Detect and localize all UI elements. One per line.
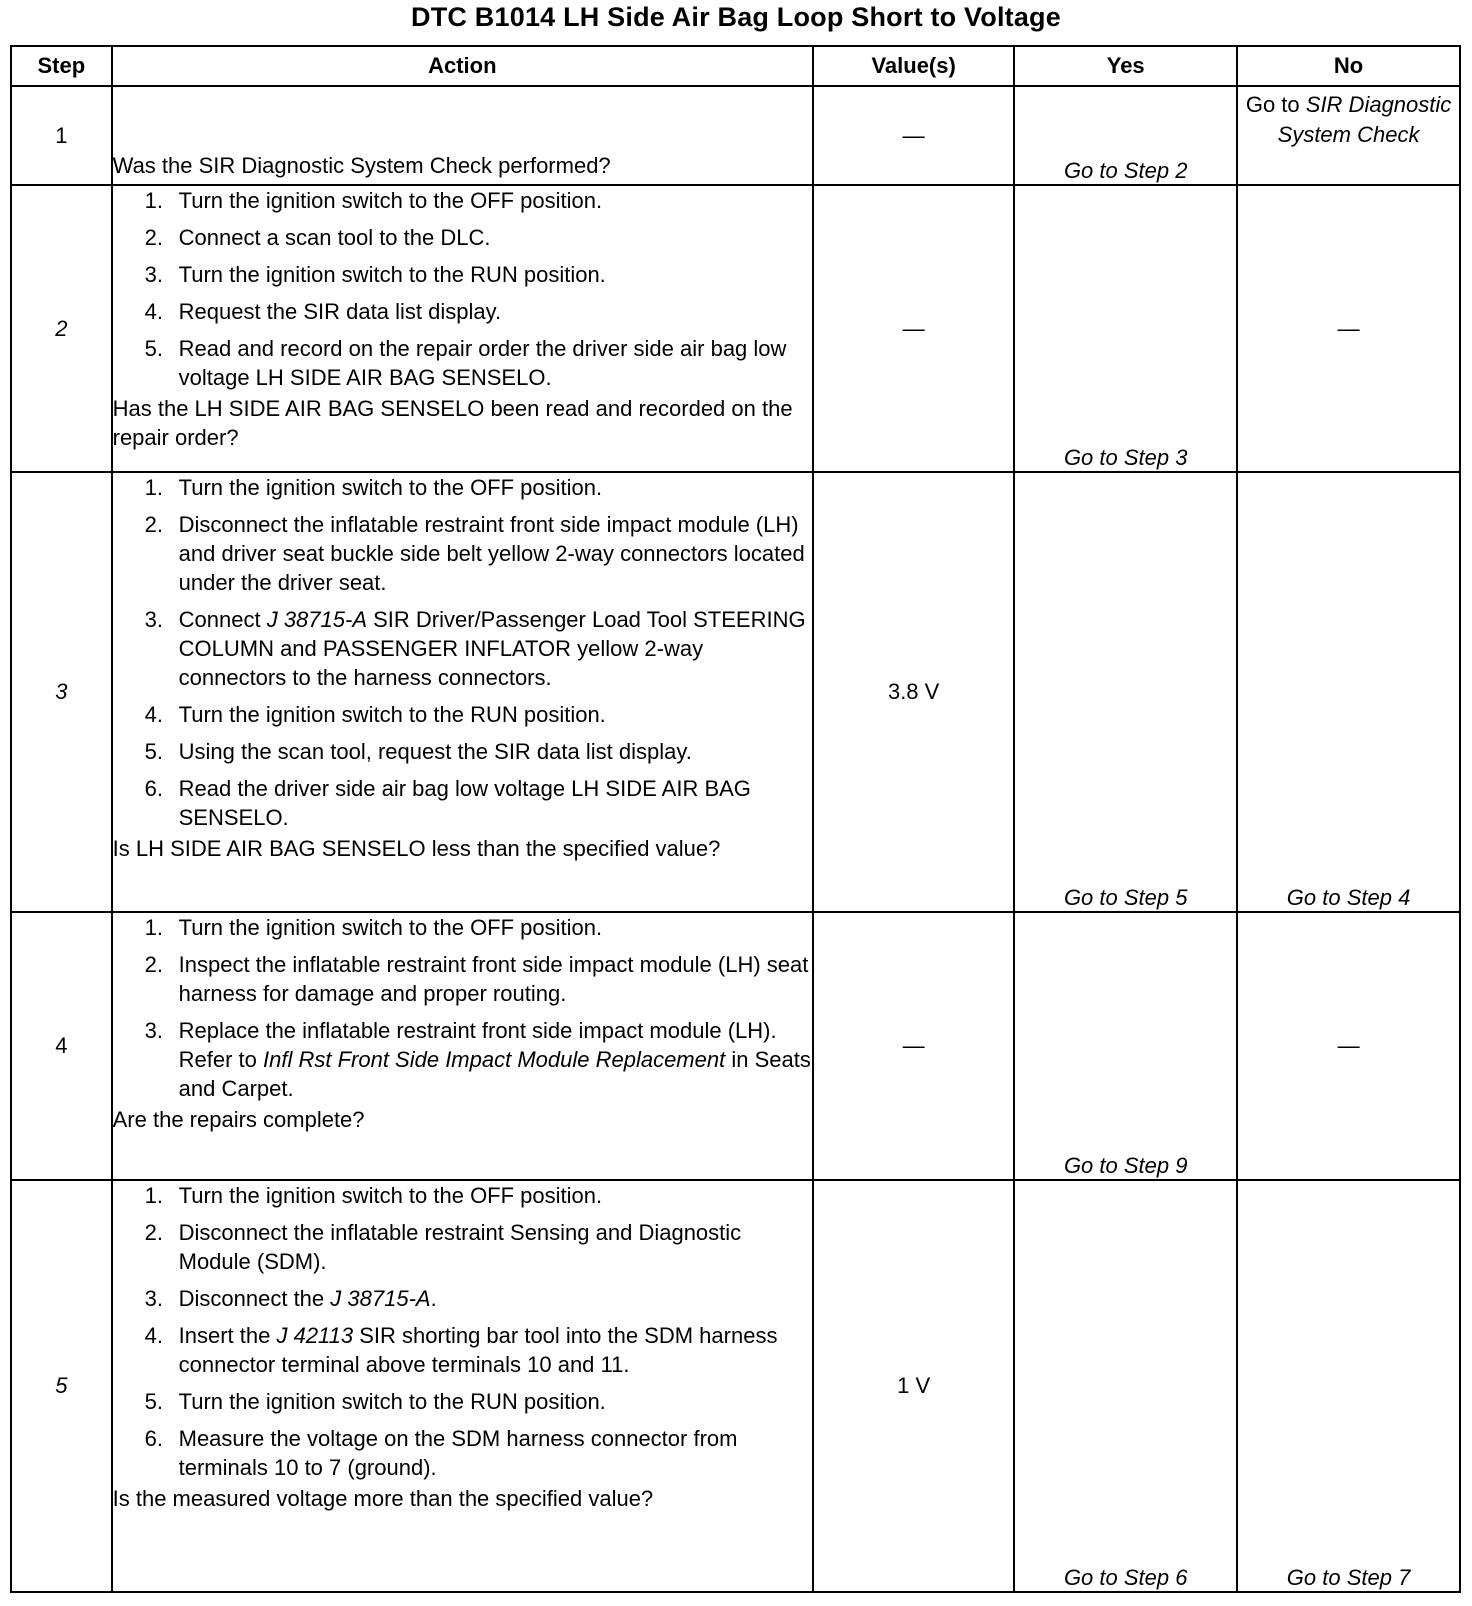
action-item: 1. Turn the ignition switch to the OFF position. [144,915,603,940]
value-cell: — [813,86,1014,185]
no-link[interactable]: SIR Diagnostic System Check [1277,92,1452,147]
action-cell [112,912,813,1180]
action-item: 1. Turn the ignition switch to the OFF position. [144,475,603,500]
no-cell[interactable]: Go to Step 7 [1237,1180,1460,1592]
header-yes: Yes [1014,46,1237,86]
action-question: Was the SIR Diagnostic System Check performed? [112,153,611,178]
no-cell: — [1237,185,1460,472]
action-question: Is the measured voltage more than the specified value? [112,1486,654,1511]
action-cell [112,185,813,472]
action-item: 5. Using the scan tool, request the SIR data list display. [144,739,692,764]
value-cell: — [813,912,1014,1180]
value-cell: 1 V [813,1180,1014,1592]
action-cell [112,1180,813,1592]
header-step: Step [11,46,112,86]
action-item: 3. Disconnect the J 38715-A. [144,1286,437,1311]
action-item: 3. Connect J 38715-A SIR Driver/Passenger Load Tool STEERING COLUMN and PASSENGER INFLATOR yellow 2-way connectors to the harness connectors. [144,607,806,690]
action-item: 6. Measure the voltage on the SDM harness connector from terminals 10 to 7 (ground). [144,1426,738,1480]
action-item: 3. Turn the ignition switch to the RUN position. [144,262,606,287]
diagnostic-table [10,45,1461,1593]
action-question: Are the repairs complete? [112,1107,365,1132]
action-item: 3. Replace the inflatable restraint front side impact module (LH). Refer to Infl Rst Front Side Impact Module Replacement in Seats and Carpet. [144,1018,811,1101]
page-title: DTC B1014 LH Side Air Bag Loop Short to Voltage [411,2,1061,32]
action-item: 4. Insert the J 42113 SIR shorting bar tool into the SDM harness connector terminal above terminals 10 and 11. [144,1323,778,1377]
table-row [11,472,1460,912]
yes-cell[interactable]: Go to Step 6 [1014,1180,1237,1592]
table-row [11,1180,1460,1592]
action-item: 4. Turn the ignition switch to the RUN position. [144,702,606,727]
action-question: Is LH SIDE AIR BAG SENSELO less than the specified value? [112,836,721,861]
yes-cell[interactable]: Go to Step 2 [1014,86,1237,185]
yes-cell[interactable]: Go to Step 9 [1014,912,1237,1180]
yes-cell[interactable]: Go to Step 3 [1014,185,1237,472]
header-no: No [1237,46,1460,86]
action-item: 5. Turn the ignition switch to the RUN position. [144,1389,606,1414]
value-cell: 3.8 V [813,472,1014,912]
action-item: 5. Read and record on the repair order the driver side air bag low voltage LH SIDE AIR BAG SENSELO. [144,336,787,390]
action-question: Has the LH SIDE AIR BAG SENSELO been read and recorded on the repair order? [112,396,793,450]
action-item: 1. Turn the ignition switch to the OFF position. [144,188,603,213]
table-row [11,912,1460,1180]
step-number: 2 [11,185,112,472]
value-cell: — [813,185,1014,472]
step-number: 3 [11,472,112,912]
action-cell [112,472,813,912]
header-action: Action [112,46,813,86]
step-number: 4 [11,912,112,1180]
action-item: 2. Inspect the inflatable restraint front side impact module (LH) seat harness for damage and proper routing. [144,952,809,1006]
action-item: 4. Request the SIR data list display. [144,299,502,324]
action-item: 6. Read the driver side air bag low voltage LH SIDE AIR BAG SENSELO. [144,776,751,830]
action-item: 2. Connect a scan tool to the DLC. [144,225,491,250]
step-number: 1 [11,86,112,185]
header-row [11,46,1460,86]
step-number: 5 [11,1180,112,1592]
table-row [11,185,1460,472]
action-item: 2. Disconnect the inflatable restraint front side impact module (LH) and driver seat buckle side belt yellow 2-way connectors located under the driver seat. [144,512,805,595]
no-cell[interactable] [1237,86,1460,185]
no-prefix: Go to [1245,92,1300,117]
action-item: 1. Turn the ignition switch to the OFF position. [144,1183,603,1208]
header-values: Value(s) [813,46,1014,86]
no-cell[interactable]: Go to Step 4 [1237,472,1460,912]
no-cell: — [1237,912,1460,1180]
table-row [11,86,1460,185]
action-item: 2. Disconnect the inflatable restraint Sensing and Diagnostic Module (SDM). [144,1220,742,1274]
yes-cell[interactable]: Go to Step 5 [1014,472,1237,912]
action-cell [112,86,813,185]
